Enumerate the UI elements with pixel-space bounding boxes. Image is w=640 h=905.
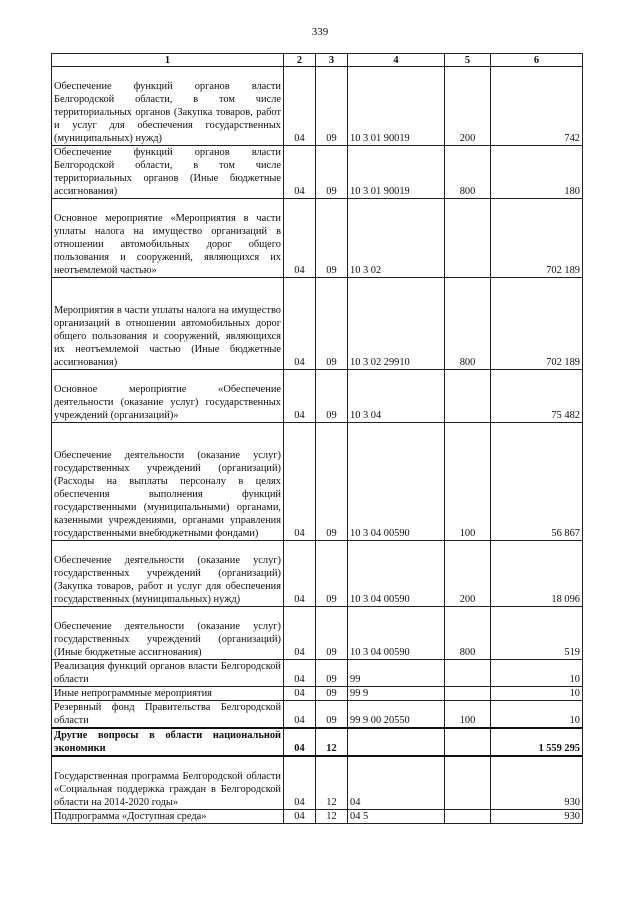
row-amount: 930 — [491, 809, 583, 823]
row-section-code: 04 — [284, 278, 316, 370]
row-section-code: 04 — [284, 660, 316, 687]
page-number: 339 — [311, 26, 329, 38]
row-name: Основное мероприятие «Обеспечение деятельности (оказание услуг) государственных учреждений (организаций)» — [52, 370, 284, 423]
row-target-article: 10 3 02 — [348, 199, 445, 278]
row-subsection-code: 09 — [316, 541, 348, 607]
row-subsection-code: 09 — [316, 199, 348, 278]
row-section-code: 04 — [284, 199, 316, 278]
row-subsection-code: 09 — [316, 423, 348, 541]
row-target-article: 10 3 04 00590 — [348, 423, 445, 541]
column-header: 4 — [348, 54, 445, 67]
row-subsection-code: 12 — [316, 728, 348, 756]
column-header: 6 — [491, 54, 583, 67]
row-amount: 56 867 — [491, 423, 583, 541]
table-row — [52, 728, 583, 756]
row-amount: 10 — [491, 701, 583, 729]
row-section-code: 04 — [284, 756, 316, 809]
table-row — [52, 541, 583, 607]
column-header: 3 — [316, 54, 348, 67]
row-target-article — [348, 728, 445, 756]
row-name: Обеспечение функций органов власти Белгородской области, в том числе территориальных органов (Закупка товаров, работ и услуг для обеспечения государственных (муниципальных) нужд) — [52, 67, 284, 146]
row-amount: 702 189 — [491, 199, 583, 278]
row-target-article: 04 — [348, 756, 445, 809]
table-row — [52, 423, 583, 541]
row-amount: 742 — [491, 67, 583, 146]
row-expense-type — [445, 809, 491, 823]
row-name: Обеспечение деятельности (оказание услуг) государственных учреждений (организаций) (Расходы на выплаты персоналу в целях обеспечения выполнения функций государственными (муниципальными) органами, казенными учреждениями, органами управления государственными внебюджетными фондами) — [52, 423, 284, 541]
row-name: Реализация функций органов власти Белгородской области — [52, 660, 284, 687]
table-row — [52, 660, 583, 687]
row-subsection-code: 09 — [316, 370, 348, 423]
row-amount: 1 559 295 — [491, 728, 583, 756]
row-section-code: 04 — [284, 607, 316, 660]
row-expense-type — [445, 687, 491, 701]
row-expense-type: 100 — [445, 701, 491, 729]
row-subsection-code: 09 — [316, 701, 348, 729]
row-section-code: 04 — [284, 146, 316, 199]
row-amount: 519 — [491, 607, 583, 660]
row-expense-type — [445, 199, 491, 278]
row-expense-type — [445, 370, 491, 423]
row-subsection-code: 09 — [316, 67, 348, 146]
row-target-article: 10 3 04 00590 — [348, 541, 445, 607]
budget-table — [51, 53, 583, 824]
row-expense-type: 800 — [445, 146, 491, 199]
row-name: Иные непрограммные мероприятия — [52, 687, 284, 701]
row-expense-type — [445, 756, 491, 809]
row-amount: 930 — [491, 756, 583, 809]
row-section-code: 04 — [284, 541, 316, 607]
row-name: Основное мероприятие «Мероприятия в части уплаты налога на имущество организаций в отношении автомобильных дорог общего пользования и сооружений, являющихся их неотъемлемой частью» — [52, 199, 284, 278]
row-section-code: 04 — [284, 370, 316, 423]
row-expense-type: 800 — [445, 607, 491, 660]
row-target-article: 99 — [348, 660, 445, 687]
row-section-code: 04 — [284, 701, 316, 729]
row-name: Мероприятия в части уплаты налога на имущество организаций в отношении автомобильных дорог общего пользования и сооружений, являющихся их неотъемлемой частью (Иные бюджетные ассигнования) — [52, 278, 284, 370]
table-row — [52, 687, 583, 701]
row-target-article: 99 9 — [348, 687, 445, 701]
table-row — [52, 607, 583, 660]
table-row — [52, 809, 583, 823]
row-target-article: 10 3 04 — [348, 370, 445, 423]
row-target-article: 99 9 00 20550 — [348, 701, 445, 729]
row-name: Обеспечение деятельности (оказание услуг) государственных учреждений (организаций) (Иные бюджетные ассигнования) — [52, 607, 284, 660]
row-target-article: 10 3 01 90019 — [348, 67, 445, 146]
row-subsection-code: 09 — [316, 278, 348, 370]
row-amount: 75 482 — [491, 370, 583, 423]
column-header: 2 — [284, 54, 316, 67]
row-amount: 10 — [491, 687, 583, 701]
table-row — [52, 701, 583, 729]
table-row — [52, 67, 583, 146]
row-expense-type — [445, 660, 491, 687]
row-section-code: 04 — [284, 423, 316, 541]
row-expense-type: 800 — [445, 278, 491, 370]
row-target-article: 10 3 04 00590 — [348, 607, 445, 660]
row-amount: 180 — [491, 146, 583, 199]
row-expense-type: 200 — [445, 541, 491, 607]
row-name: Подпрограмма «Доступная среда» — [52, 809, 284, 823]
row-name: Обеспечение функций органов власти Белгородской области, в том числе территориальных органов (Иные бюджетные ассигнования) — [52, 146, 284, 199]
row-expense-type: 100 — [445, 423, 491, 541]
row-amount: 702 189 — [491, 278, 583, 370]
table-row — [52, 146, 583, 199]
row-name: Государственная программа Белгородской области «Социальная поддержка граждан в Белгородской области на 2014-2020 годы» — [52, 756, 284, 809]
row-subsection-code: 09 — [316, 607, 348, 660]
table-row — [52, 756, 583, 809]
row-name: Другие вопросы в области национальной экономики — [52, 728, 284, 756]
row-amount: 18 096 — [491, 541, 583, 607]
row-target-article: 10 3 01 90019 — [348, 146, 445, 199]
column-header: 5 — [445, 54, 491, 67]
row-expense-type: 200 — [445, 67, 491, 146]
table-row — [52, 278, 583, 370]
row-subsection-code: 12 — [316, 809, 348, 823]
row-amount: 10 — [491, 660, 583, 687]
column-header: 1 — [52, 54, 284, 67]
row-section-code: 04 — [284, 728, 316, 756]
row-subsection-code: 12 — [316, 756, 348, 809]
row-target-article: 10 3 02 29910 — [348, 278, 445, 370]
row-expense-type — [445, 728, 491, 756]
row-section-code: 04 — [284, 809, 316, 823]
row-target-article: 04 5 — [348, 809, 445, 823]
row-name: Обеспечение деятельности (оказание услуг) государственных учреждений (организаций) (Закупка товаров, работ и услуг для обеспечения государственных (муниципальных) нужд) — [52, 541, 284, 607]
row-subsection-code: 09 — [316, 660, 348, 687]
row-subsection-code: 09 — [316, 146, 348, 199]
table-row — [52, 199, 583, 278]
table-header-row — [52, 54, 583, 67]
row-section-code: 04 — [284, 687, 316, 701]
row-subsection-code: 09 — [316, 687, 348, 701]
row-section-code: 04 — [284, 67, 316, 146]
table-row — [52, 370, 583, 423]
row-name: Резервный фонд Правительства Белгородской области — [52, 701, 284, 729]
